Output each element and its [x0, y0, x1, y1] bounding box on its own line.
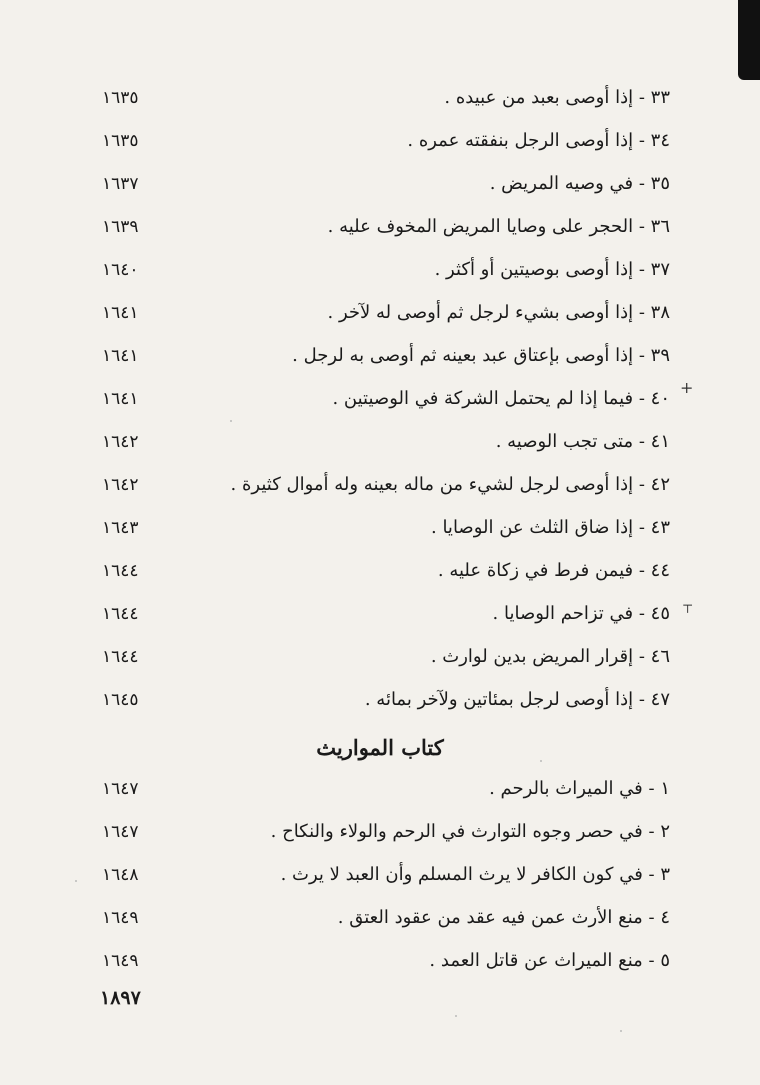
toc-entry-title: ٤٤ - فيمن فرط في زكاة عليه . — [437, 560, 670, 581]
toc-entry-page: ١٦٤٧ — [102, 822, 139, 842]
toc-entry-page: ١٦٤٩ — [102, 908, 139, 928]
page-folio: ١٨٩٧ — [100, 987, 141, 1009]
toc-entry-title: ٤٧ - إذا أوصى لرجل بمئاتين ولآخر بمائه . — [364, 689, 670, 710]
toc-entry — [90, 814, 670, 850]
toc-entry-page: ١٦٤١ — [102, 303, 139, 323]
toc-entry-page: ١٦٣٥ — [102, 88, 139, 108]
toc-entry-page: ١٦٤٢ — [102, 432, 139, 452]
toc-entry — [90, 639, 670, 675]
toc-entry-title: ٤ - منع الأرث عمن فيه عقد من عقود العتق . — [337, 907, 670, 928]
toc-entry-page: ١٦٤٥ — [102, 690, 139, 710]
toc-entry-title: ٣٣ - إذا أوصى بعبد من عبيده . — [444, 87, 670, 108]
toc-entry — [90, 166, 670, 202]
toc-entry-page: ١٦٤٧ — [102, 779, 139, 799]
toc-entry-title: ٢ - في حصر وجوه التوارث في الرحم والولاء والنكاح . — [270, 821, 670, 842]
toc-entry-page: ١٦٤٤ — [102, 561, 139, 581]
toc-entry — [90, 295, 670, 331]
margin-tick-mark: ⊤ — [682, 602, 694, 616]
toc-entry — [90, 467, 670, 503]
toc-entry-title: ٣٦ - الحجر على وصايا المريض المخوف عليه . — [327, 216, 670, 237]
toc-entry-page: ١٦٤٢ — [102, 475, 139, 495]
toc-entry — [90, 596, 670, 632]
paper-speck — [540, 760, 542, 762]
toc-entry — [90, 209, 670, 245]
toc-entry-title: ٥ - منع الميراث عن قاتل العمد . — [429, 950, 670, 971]
toc-entry — [90, 771, 670, 807]
toc-entry-page: ١٦٤٤ — [102, 647, 139, 667]
toc-entry — [90, 424, 670, 460]
paper-speck — [455, 1015, 457, 1017]
toc-entry — [90, 381, 670, 417]
toc-entry-page: ١٦٤٩ — [102, 951, 139, 971]
toc-entry-page: ١٦٤٠ — [102, 260, 139, 280]
toc-entry-title: ٣٧ - إذا أوصى بوصيتين أو أكثر . — [434, 259, 670, 280]
paper-speck — [75, 880, 77, 882]
toc-entry-title: ٣٩ - إذا أوصى بإعتاق عبد بعينه ثم أوصى به لرجل . — [292, 345, 670, 366]
toc-entry-title: ٣٨ - إذا أوصى بشيء لرجل ثم أوصى له لآخر . — [327, 302, 670, 323]
margin-cross-mark: + — [680, 378, 694, 397]
toc-entry — [90, 510, 670, 546]
toc-entry — [90, 123, 670, 159]
toc-entry-title: ٤٢ - إذا أوصى لرجل لشيء من ماله بعينه وله أموال كثيرة . — [230, 474, 670, 495]
page-edge-mark — [738, 0, 760, 80]
paper-speck — [620, 1030, 622, 1032]
toc-entry — [90, 900, 670, 936]
paper-speck — [230, 420, 232, 422]
toc-entry-page: ١٦٣٩ — [102, 217, 139, 237]
toc-entry — [90, 338, 670, 374]
toc-entry-title: ٤١ - متى تجب الوصيه . — [495, 431, 670, 452]
toc-entry-page: ١٦٤٤ — [102, 604, 139, 624]
toc-entry — [90, 943, 670, 979]
toc-entry — [90, 252, 670, 288]
toc-entry-page: ١٦٤٣ — [102, 518, 139, 538]
toc-entry-page: ١٦٤٨ — [102, 865, 139, 885]
toc-entry — [90, 682, 670, 718]
toc-entry-title: ٣ - في كون الكافر لا يرث المسلم وأن العبد لا يرث . — [280, 864, 670, 885]
toc-entry-title: ٤٦ - إقرار المريض بدين لوارث . — [430, 646, 670, 667]
section-heading: كتاب المواريث — [316, 735, 444, 760]
toc-entry-page: ١٦٣٧ — [102, 174, 139, 194]
toc-entry-title: ٣٥ - في وصيه المريض . — [489, 173, 670, 194]
toc-entry — [90, 857, 670, 893]
toc-entry-title: ٤٠ - فيما إذا لم يحتمل الشركة في الوصيتين . — [332, 388, 670, 409]
toc-entry-title: ٤٣ - إذا ضاق الثلث عن الوصايا . — [431, 517, 670, 538]
toc-entry-page: ١٦٤١ — [102, 346, 139, 366]
toc-entry-title: ٤٥ - في تزاحم الوصايا . — [492, 603, 670, 624]
toc-entry-title: ٣٤ - إذا أوصى الرجل بنفقته عمره . — [407, 130, 670, 151]
toc-entry — [90, 553, 670, 589]
toc-entry — [90, 80, 670, 116]
toc-entry-title: ١ - في الميراث بالرحم . — [489, 778, 670, 799]
toc-entry-page: ١٦٣٥ — [102, 131, 139, 151]
toc-entry-page: ١٦٤١ — [102, 389, 139, 409]
